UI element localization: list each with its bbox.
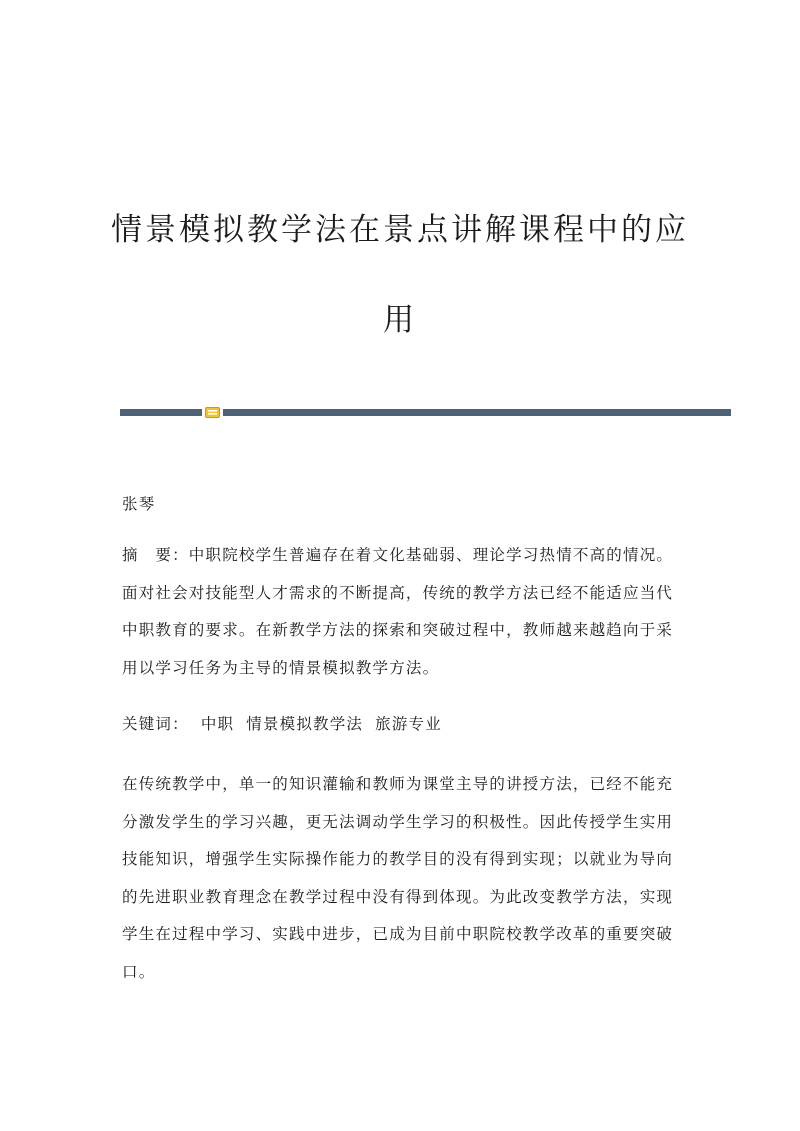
folder-icon [205,407,220,418]
document-title: 情景模拟教学法在景点讲解课程中的应用 [111,212,689,338]
title-divider [120,409,731,416]
author-name: 张琴 [122,495,156,513]
keywords-line [122,710,680,738]
abstract-paragraph: 摘 要：中职院校学生普遍存在着文化基础弱、理论学习热情不高的情况。面对社会对技能型人才需求的不断提高，传统的教学方法已经不能适应当代中职教育的要求。在新教学方法的探索和突破过程中，教师越来越趋向于采用以学习任务为主导的情景模拟教学方法。 [122,546,674,677]
keyword-item: 中职 [200,715,235,733]
keyword-item: 情景模拟教学法 [246,715,364,733]
divider-bar-left [120,409,202,416]
keyword-item: 旅游专业 [375,715,442,733]
keywords-label: 关键词： [122,715,189,733]
body-paragraph: 在传统教学中，单一的知识灌输和教师为课堂主导的讲授方法，已经不能充分激发学生的学习兴趣，更无法调动学生学习的积极性。因此传授学生实用技能知识，增强学生实际操作能力的教学目的没有得到实现；以就业为导向的先进职业教育理念在教学过程中没有得到体现。为此改变教学方法，实现学生在过程中学习、实践中进步，已成为目前中职院校教学改革的重要突破口。 [122,775,674,981]
divider-bar-right [223,409,731,416]
